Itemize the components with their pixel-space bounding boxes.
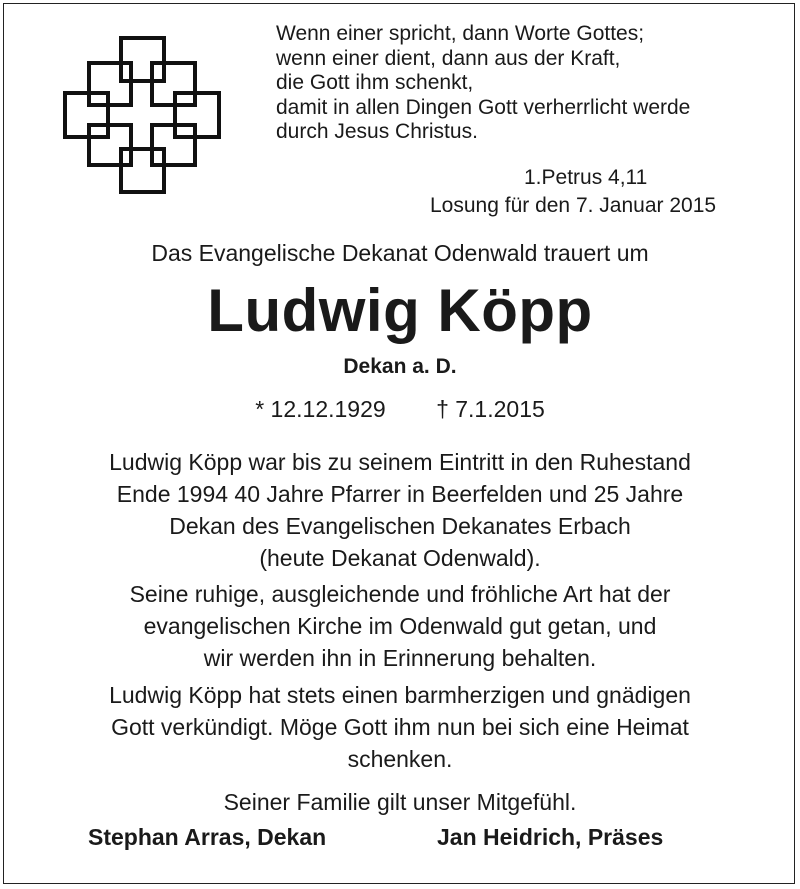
birth-date: * 12.12.1929 bbox=[255, 396, 386, 422]
verse-line: damit in allen Dingen Gott verherrlicht werde bbox=[276, 95, 691, 119]
paragraph-faith bbox=[0, 679, 800, 775]
losung-date: Losung für den 7. Januar 2015 bbox=[430, 194, 717, 217]
text-line: evangelischen Kirche im Odenwald gut getan, und bbox=[143, 613, 657, 639]
paragraph-condolence bbox=[0, 786, 800, 818]
text-line: Ende 1994 40 Jahre Pfarrer in Beerfelden und 25 Jahre bbox=[116, 481, 684, 507]
verse-line: durch Jesus Christus. bbox=[276, 120, 478, 143]
verse-line: die Gott ihm schenkt, bbox=[276, 71, 474, 94]
verse-reference: 1.Petrus 4,11 bbox=[524, 166, 648, 189]
signature-dean: Stephan Arras, Dekan bbox=[88, 824, 327, 850]
text-line: Seiner Familie gilt unser Mitgefühl. bbox=[223, 789, 577, 815]
death-date: † 7.1.2015 bbox=[436, 396, 545, 422]
evangelical-cross-icon bbox=[0, 0, 240, 210]
deceased-name: Ludwig Köpp bbox=[207, 277, 593, 344]
verse-line: wenn einer dient, dann aus der Kraft, bbox=[276, 46, 621, 70]
text-line: Seine ruhige, ausgleichende und fröhliche Art hat der bbox=[129, 581, 671, 607]
text-line: Ludwig Köpp war bis zu seinem Eintritt in den Ruhestand bbox=[109, 449, 691, 475]
bible-verse bbox=[276, 22, 717, 217]
signature-praeses: Jan Heidrich, Präses bbox=[437, 824, 664, 850]
paragraph-character bbox=[0, 578, 800, 674]
deceased-title: Dekan a. D. bbox=[343, 355, 457, 378]
text-line: Dekan des Evangelischen Dekanates Erbach bbox=[169, 513, 631, 539]
paragraph-career bbox=[0, 446, 800, 574]
life-dates bbox=[0, 396, 800, 423]
text-line: schenken. bbox=[347, 746, 453, 772]
intro-text: Das Evangelische Dekanat Odenwald trauert um bbox=[151, 240, 649, 266]
text-line: Gott verkündigt. Möge Gott ihm nun bei sich eine Heimat bbox=[111, 714, 689, 740]
text-line: Ludwig Köpp hat stets einen barmherzigen und gnädigen bbox=[109, 682, 691, 708]
verse-line: Wenn einer spricht, dann Worte Gottes; bbox=[276, 22, 645, 45]
text-line: (heute Dekanat Odenwald). bbox=[259, 545, 541, 571]
text-line: wir werden ihn in Erinnerung behalten. bbox=[203, 645, 597, 671]
